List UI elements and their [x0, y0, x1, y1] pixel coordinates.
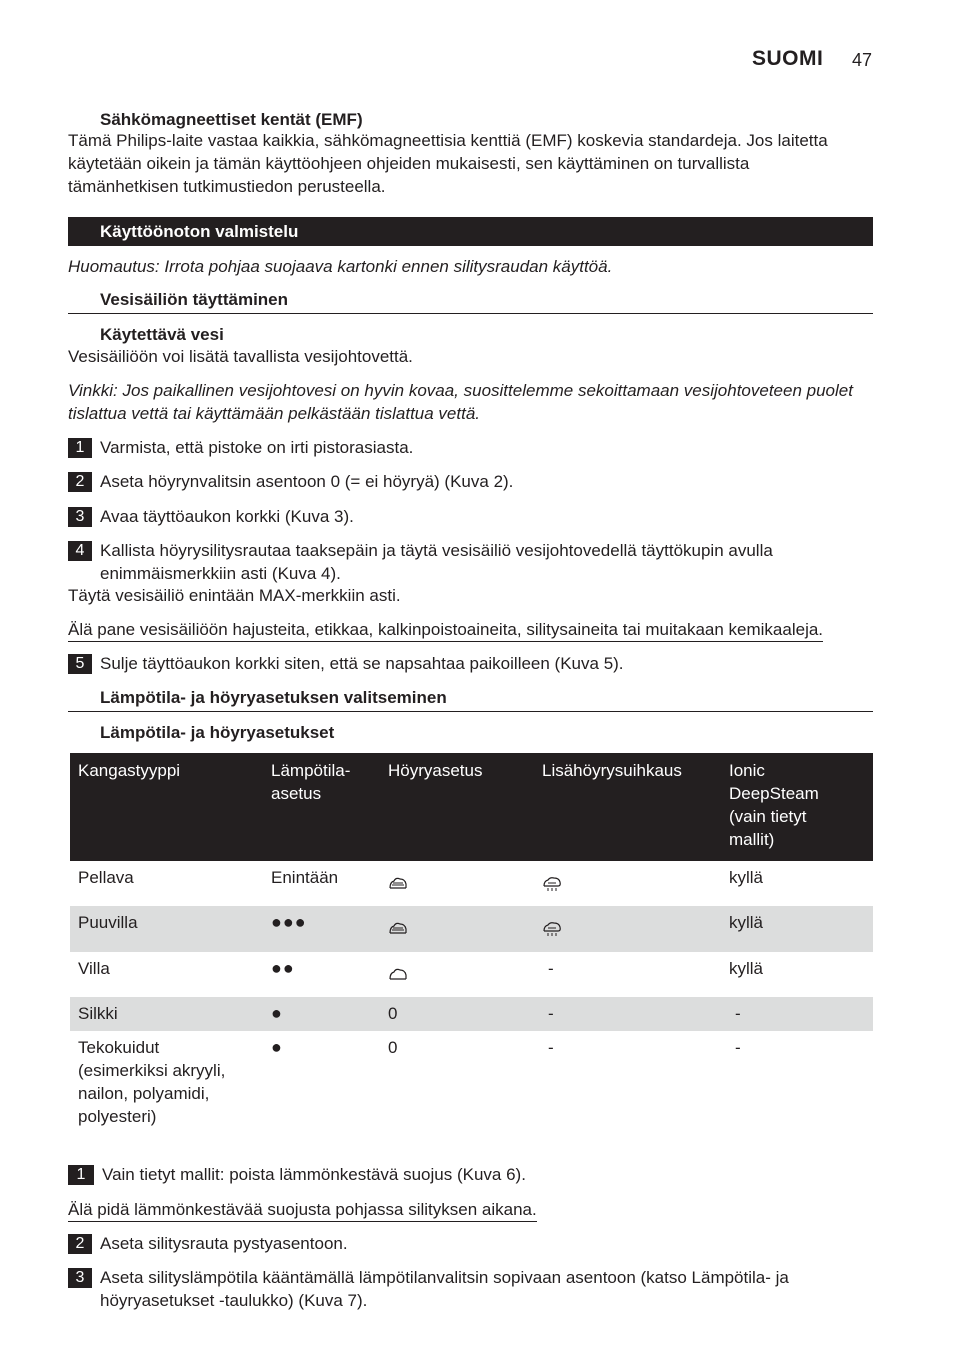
- steam-boost-icon: [542, 921, 562, 937]
- step-number: 1: [68, 438, 92, 458]
- tip-line-2: tislattua vettä tai käyttämään pelkästään tislattua vettä.: [68, 404, 481, 423]
- cell-ionic: kyllä: [729, 959, 764, 978]
- max-note: Täytä vesisäiliö enintään MAX-merkkiin asti.: [68, 586, 401, 605]
- section-heading: Käyttöönoton valmistelu: [100, 222, 299, 241]
- steam-boost-icon: [542, 876, 562, 892]
- table-row: [70, 1031, 873, 1133]
- filling-heading: Vesisäiliön täyttäminen: [100, 290, 289, 309]
- water-heading: Käytettävä vesi: [100, 325, 224, 344]
- section-heading-bar: [68, 217, 873, 246]
- cell-fabric-l1: Tekokuidut: [78, 1038, 160, 1057]
- settings-heading: Lämpötila- ja höyryasetuksen valitseminen: [100, 688, 447, 707]
- step-number: 2: [68, 472, 92, 492]
- tip-line-1: Vinkki: Jos paikallinen vesijohtovesi on hyvin kovaa, suosittelemme sekoittamaan vesijohtoveteen puolet: [68, 381, 853, 400]
- tip-paragraph: [68, 379, 878, 425]
- cell-boost: [534, 861, 721, 906]
- chemicals-warning: Älä pane vesisäiliöön hajusteita, etikkaa, kalkinpoistoaineita, silitysaineita tai muitakaan kemikaaleja.: [68, 619, 823, 642]
- table-row: [70, 906, 873, 952]
- cell-steam: [380, 906, 534, 952]
- step-line-1: Aseta silityslämpötila kääntämällä lämpötilanvalitsin sopivaan asentoon (katso Lämpötila- ja: [100, 1268, 789, 1287]
- cover-warning: Älä pidä lämmönkestävää suojusta pohjassa silityksen aikana.: [68, 1199, 537, 1222]
- emf-line-2: käytetään oikein ja tämän käyttöohjeen ohjeiden mukaisesti, sen käyttäminen on turvallista: [68, 154, 750, 173]
- steam-max-icon: [388, 876, 408, 890]
- steam-min-icon: [388, 967, 408, 981]
- col-temperature-l1: Lämpötila-: [271, 761, 351, 780]
- cell-boost: -: [548, 959, 554, 978]
- step-number: 2: [68, 1234, 92, 1254]
- cell-fabric-l3: nailon, polyamidi,: [78, 1084, 210, 1103]
- step-text: Vain tietyt mallit: poista lämmönkestävä suojus (Kuva 6).: [102, 1165, 526, 1184]
- emf-line-1: Tämä Philips-laite vastaa kaikkia, sähkömagneettisia kenttiä (EMF) koskevia standardeja. Jos laitetta: [68, 131, 828, 150]
- cell-ionic: -: [735, 1038, 741, 1057]
- table-header-row: [70, 753, 873, 861]
- prep-note: Huomautus: Irrota pohjaa suojaava kartonki ennen silitysraudan käyttöä.: [68, 257, 613, 276]
- cell-steam: [380, 952, 534, 997]
- col-ionic-l2: DeepSteam: [729, 784, 819, 803]
- cell-fabric: Villa: [78, 959, 110, 978]
- steam-max-icon: [388, 921, 408, 935]
- step-text: [100, 539, 870, 585]
- col-ionic-l3: (vain tietyt: [729, 807, 807, 826]
- cell-temp: ●: [271, 1037, 283, 1057]
- step-number: 5: [68, 654, 92, 674]
- step-number: 4: [68, 541, 92, 561]
- step-number: 3: [68, 1268, 92, 1288]
- table-row: [70, 861, 873, 906]
- heading-rule: [68, 711, 873, 712]
- table-row: [70, 997, 873, 1031]
- col-ionic: [721, 753, 873, 861]
- col-fabric: Kangastyyppi: [70, 753, 263, 861]
- step-text: Aseta silitysrauta pystyasentoon.: [100, 1234, 348, 1253]
- cell-boost: -: [534, 997, 721, 1031]
- col-boost: Lisähöyrysuihkaus: [534, 753, 721, 861]
- cell-temp: ●: [263, 997, 380, 1031]
- cell-temp: ●●: [271, 958, 295, 978]
- emf-paragraph: [68, 129, 878, 198]
- col-ionic-l1: Ionic: [729, 761, 765, 780]
- step-text: Varmista, että pistoke on irti pistorasiasta.: [100, 438, 414, 457]
- page-number: 47: [852, 50, 873, 70]
- step-number: 3: [68, 507, 92, 527]
- cell-fabric: [70, 1031, 263, 1133]
- col-temperature-l2: asetus: [271, 784, 322, 803]
- table-heading: Lämpötila- ja höyryasetukset: [100, 723, 335, 742]
- cell-fabric-l2: (esimerkiksi akryyli,: [78, 1061, 226, 1080]
- step-text: Avaa täyttöaukon korkki (Kuva 3).: [100, 507, 354, 526]
- cell-fabric: Puuvilla: [70, 906, 263, 952]
- step-number: 1: [68, 1165, 94, 1185]
- cell-fabric-l4: polyesteri): [78, 1107, 157, 1126]
- cell-temp: ●●●: [263, 906, 380, 952]
- step-text: [100, 1266, 870, 1312]
- emf-heading: Sähkömagneettiset kentät (EMF): [100, 110, 363, 129]
- heading-rule: [68, 313, 873, 314]
- step-line-1: Kallista höyrysilitysrautaa taaksepäin ja täytä vesisäiliö vesijohtovedellä täyttökupin avulla: [100, 541, 773, 560]
- language-label: SUOMI: [752, 47, 824, 70]
- col-temperature: [263, 753, 380, 861]
- cell-steam: 0: [380, 997, 534, 1031]
- step-text: Aseta höyrynvalitsin asentoon 0 (= ei höyryä) (Kuva 2).: [100, 472, 514, 491]
- table-row: [70, 952, 873, 997]
- cell-steam: [380, 861, 534, 906]
- col-steam: Höyryasetus: [380, 753, 534, 861]
- cell-fabric: Silkki: [70, 997, 263, 1031]
- settings-table: [70, 753, 873, 1133]
- cell-steam: 0: [388, 1038, 398, 1057]
- cell-ionic: -: [721, 997, 873, 1031]
- step-line-2: enimmäismerkkiin asti (Kuva 4).: [100, 564, 341, 583]
- cell-boost: [534, 906, 721, 952]
- step-text: Sulje täyttöaukon korkki siten, että se napsahtaa paikoilleen (Kuva 5).: [100, 654, 624, 673]
- cell-fabric: Pellava: [78, 868, 134, 887]
- water-text: Vesisäiliöön voi lisätä tavallista vesijohtovettä.: [68, 347, 413, 366]
- step-line-2: höyryasetukset -taulukko) (Kuva 7).: [100, 1291, 368, 1310]
- col-ionic-l4: mallit): [729, 830, 775, 849]
- cell-ionic: kyllä: [721, 906, 873, 952]
- cell-temp: Enintään: [271, 868, 339, 887]
- cell-boost: -: [548, 1038, 554, 1057]
- cell-ionic: kyllä: [729, 868, 764, 887]
- emf-line-3: tämänhetkisen tutkimustiedon perusteella.: [68, 177, 386, 196]
